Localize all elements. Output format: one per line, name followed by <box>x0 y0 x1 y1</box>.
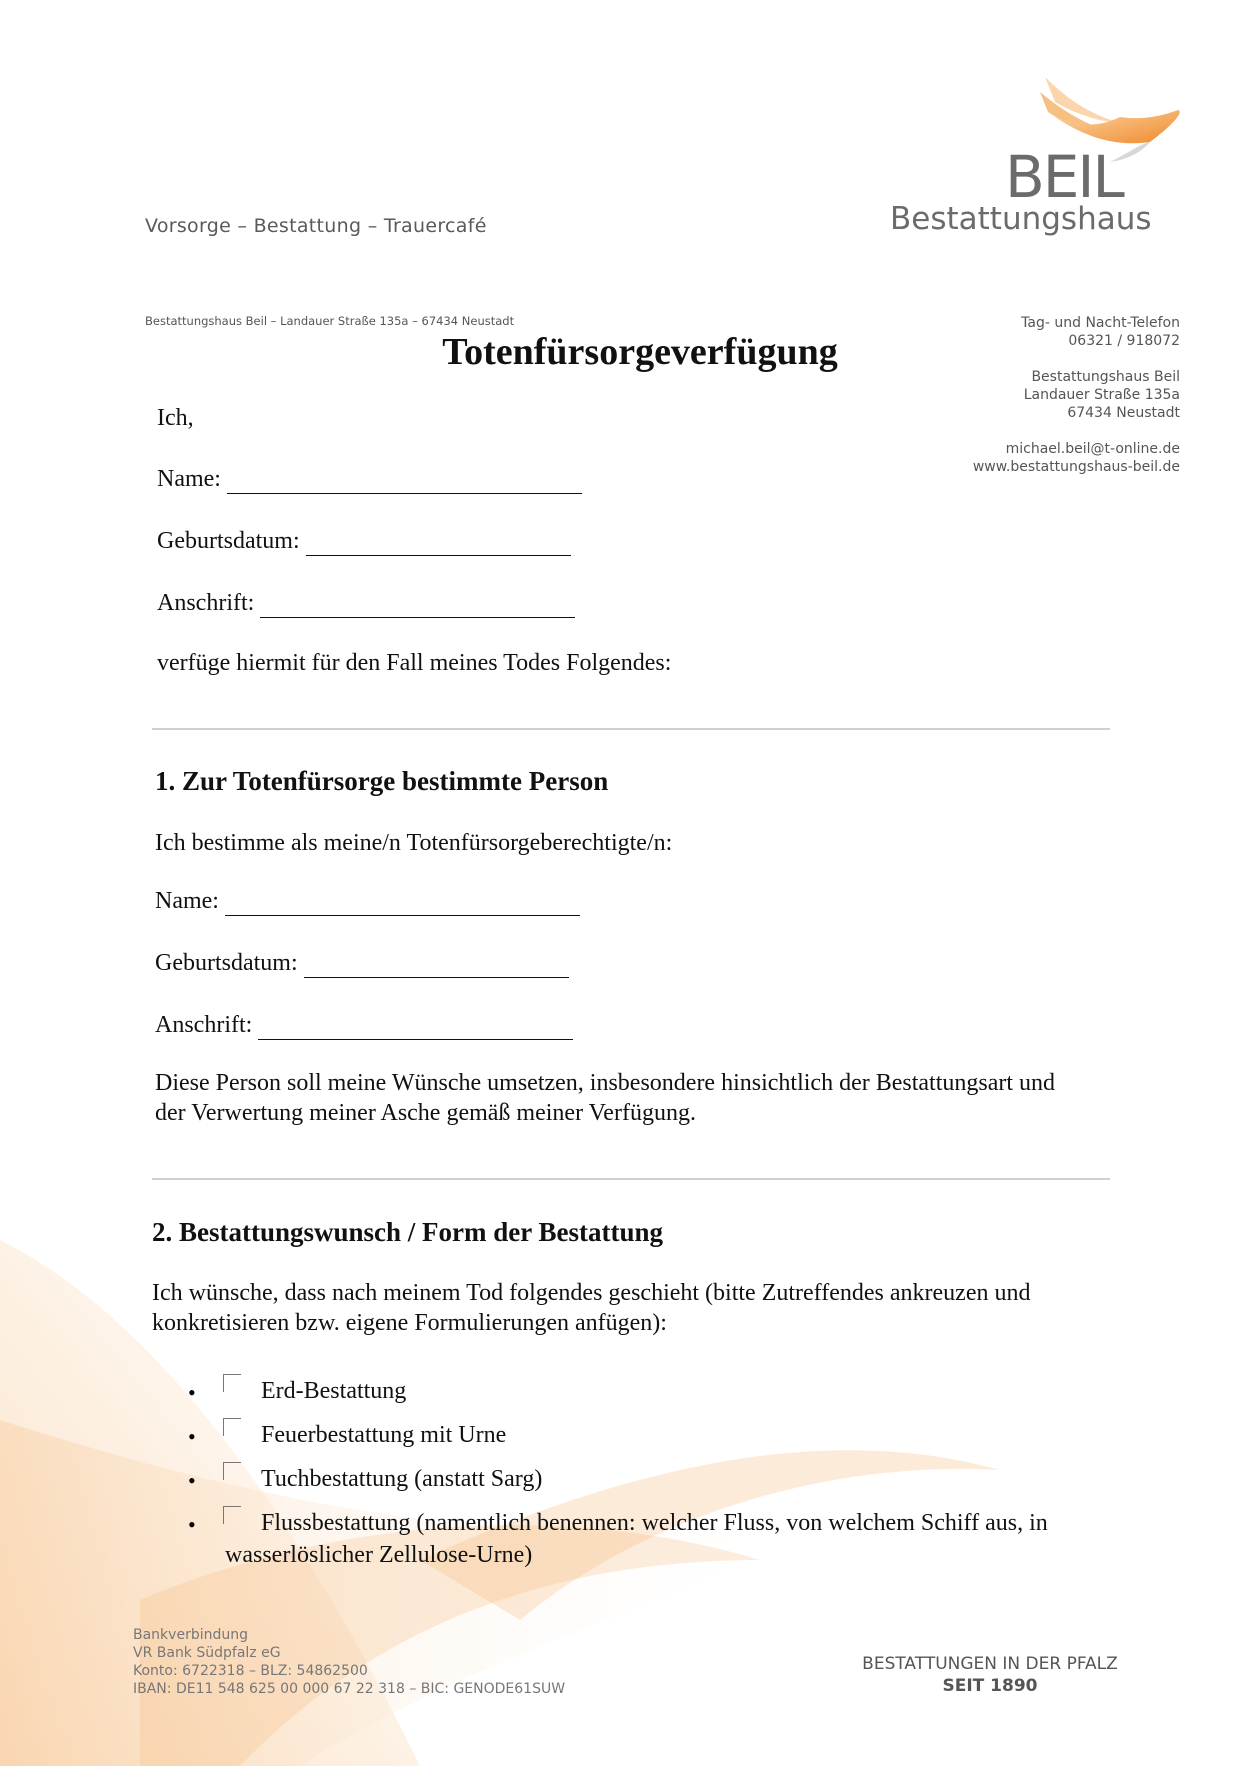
section1-text <box>155 1068 1115 1128</box>
name-field-row <box>157 464 582 494</box>
address-input-line[interactable] <box>260 595 575 618</box>
section2-heading: 2. Bestattungswunsch / Form der Bestattung <box>152 1217 664 1247</box>
section1-intro: Ich bestimme als meine/n Totenfürsorgeberechtigte/n: <box>155 830 673 856</box>
section1-heading: 1. Zur Totenfürsorge bestimmte Person <box>155 766 609 796</box>
brand-subtitle: Bestattungshaus <box>890 201 1152 237</box>
s1-address-label: Anschrift: <box>155 1012 253 1038</box>
bank-name: VR Bank Südpfalz eG <box>133 1645 281 1661</box>
tagline: Vorsorge – Bestattung – Trauercafé <box>145 215 487 237</box>
option-cremation-urn[interactable] <box>188 1420 1118 1452</box>
slogan-since: SEIT 1890 <box>942 1676 1038 1696</box>
footer-slogan <box>850 1653 1130 1697</box>
divider-2 <box>152 1178 1110 1180</box>
intro-text: Ich, <box>157 405 194 431</box>
name-label: Name: <box>157 466 221 492</box>
bullet-icon: • <box>188 1380 196 1405</box>
slogan-line1: BESTATTUNGEN IN DER PFALZ <box>862 1654 1118 1674</box>
name-input-line[interactable] <box>227 471 582 494</box>
address-label: Anschrift: <box>157 590 255 616</box>
s1-name-field-row <box>155 886 580 916</box>
option-river-burial-continuation: wasserlöslicher Zellulose-Urne) <box>225 1542 533 1568</box>
birthdate-field-row <box>157 526 571 556</box>
address-field-row <box>157 588 575 618</box>
declaration-text: verfüge hiermit für den Fall meines Todes Folgendes: <box>157 650 672 676</box>
s1-birthdate-label: Geburtsdatum: <box>155 950 298 976</box>
company-name: Bestattungshaus Beil <box>1031 369 1180 385</box>
section1-text-line1: Diese Person soll meine Wünsche umsetzen, insbesondere hinsichtlich der Bestattungsart und <box>155 1070 1056 1096</box>
s1-name-input-line[interactable] <box>225 893 580 916</box>
option-river-burial[interactable] <box>188 1508 1118 1540</box>
s1-name-label: Name: <box>155 888 219 914</box>
option-cloth-burial[interactable] <box>188 1464 1118 1496</box>
brand-name: BEIL <box>1005 143 1123 211</box>
option-label: Erd-Bestattung <box>261 1378 407 1404</box>
company-street: Landauer Straße 135a <box>1023 387 1180 403</box>
option-label: Tuchbestattung (anstatt Sarg) <box>261 1466 543 1492</box>
s1-address-field-row <box>155 1010 573 1040</box>
section2-intro <box>152 1278 1117 1338</box>
s1-birthdate-field-row <box>155 948 569 978</box>
birthdate-label: Geburtsdatum: <box>157 528 300 554</box>
divider-1 <box>152 728 1110 730</box>
s1-address-input-line[interactable] <box>258 1017 573 1040</box>
bullet-icon: • <box>188 1424 196 1449</box>
option-label: Flussbestattung (namentlich benennen: welcher Fluss, von welchem Schiff aus, in <box>261 1510 1048 1536</box>
email-link[interactable]: michael.beil@t-online.de <box>1005 441 1180 457</box>
section2-intro-line1: Ich wünsche, dass nach meinem Tod folgendes geschieht (bitte Zutreffendes ankreuzen und <box>152 1280 1031 1306</box>
bank-title: Bankverbindung <box>133 1627 248 1643</box>
sender-line: Bestattungshaus Beil – Landauer Straße 135a – 67434 Neustadt <box>145 314 515 328</box>
slogan-line2 <box>850 1675 1130 1697</box>
company-city: 67434 Neustadt <box>1067 405 1180 421</box>
bank-details <box>133 1626 565 1698</box>
checkbox-cloth-burial[interactable] <box>223 1462 241 1480</box>
phone-number: 06321 / 918072 <box>1068 333 1180 349</box>
bank-iban: IBAN: DE11 548 625 00 000 67 22 318 – BIC: GENODE61SUW <box>133 1681 566 1697</box>
option-label: Feuerbestattung mit Urne <box>261 1422 507 1448</box>
birthdate-input-line[interactable] <box>306 533 571 556</box>
section1-text-line2: der Verwertung meiner Asche gemäß meiner Verfügung. <box>155 1100 696 1126</box>
checkbox-cremation-urn[interactable] <box>223 1418 241 1436</box>
section2-intro-line2: konkretisieren bzw. eigene Formulierungen anfügen): <box>152 1310 667 1336</box>
phone-label: Tag- und Nacht-Telefon <box>1021 315 1180 331</box>
s1-birthdate-input-line[interactable] <box>304 955 569 978</box>
option-earth-burial[interactable] <box>188 1376 1118 1408</box>
burial-options-list <box>188 1376 1118 1570</box>
checkbox-river-burial[interactable] <box>223 1506 241 1524</box>
bank-account: Konto: 6722318 – BLZ: 54862500 <box>133 1663 368 1679</box>
bullet-icon: • <box>188 1468 196 1493</box>
web-link[interactable]: www.bestattungshaus-beil.de <box>972 459 1180 475</box>
checkbox-earth-burial[interactable] <box>223 1374 241 1392</box>
document-title: Totenfürsorgeverfügung <box>442 331 838 373</box>
contact-block <box>900 314 1180 476</box>
bullet-icon: • <box>188 1512 196 1537</box>
